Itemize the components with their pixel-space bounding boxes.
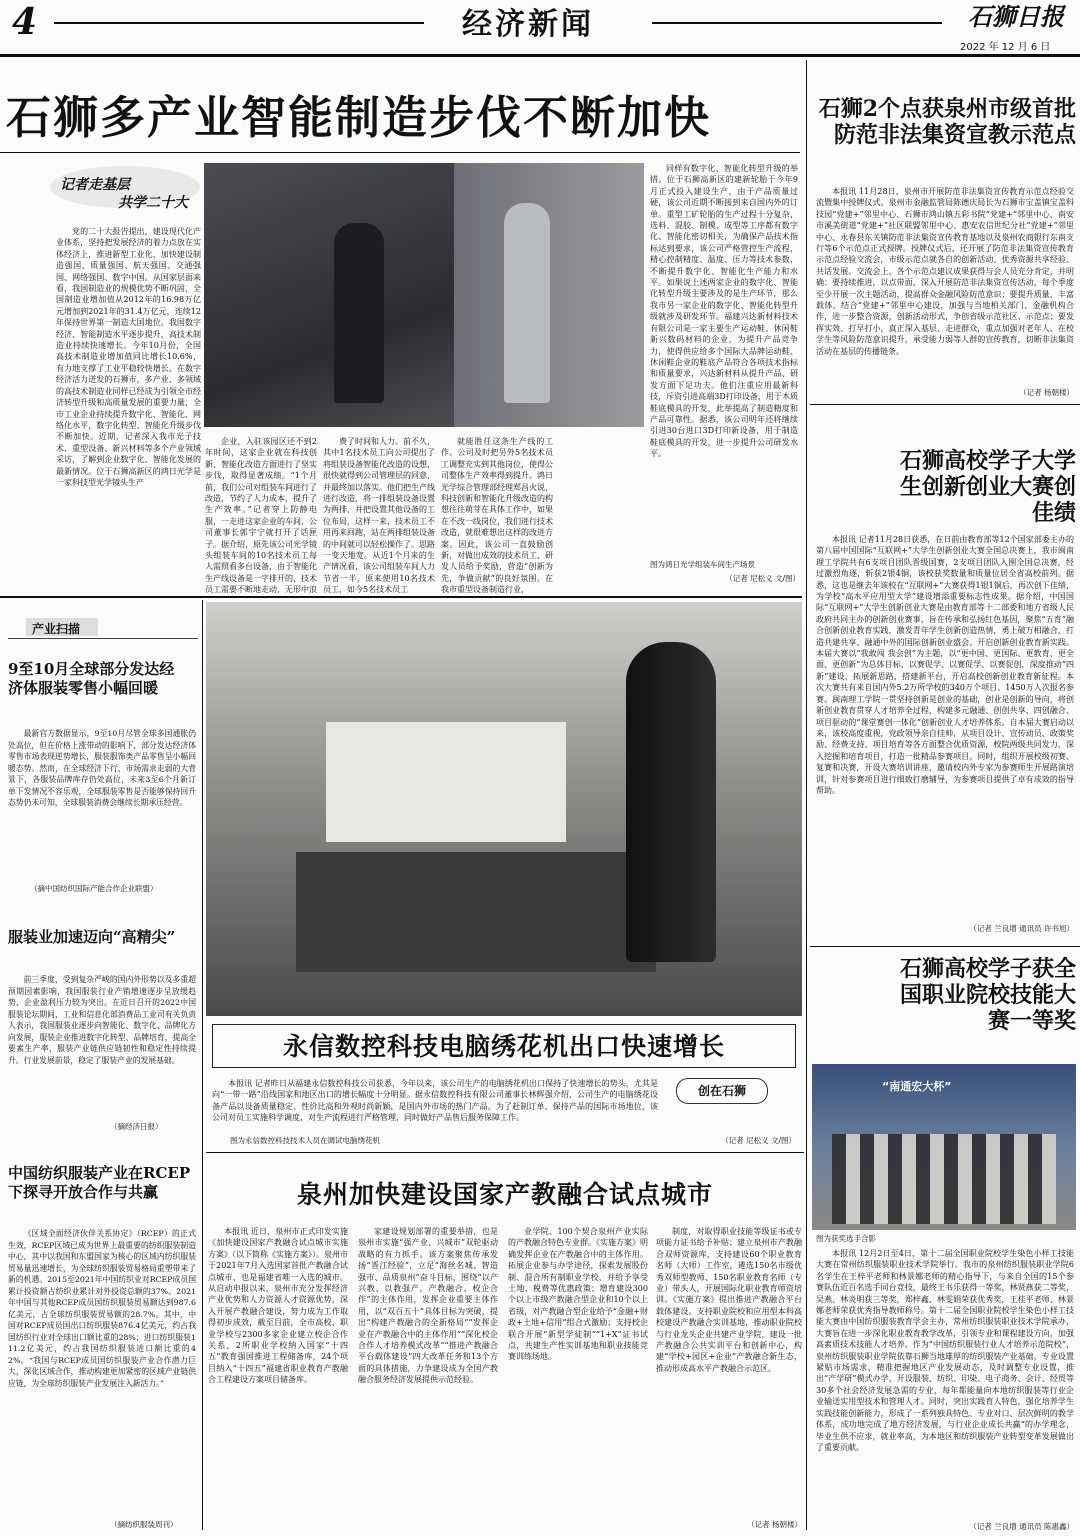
issue-date: 2022 年 12 月 6 日	[960, 42, 1051, 53]
bottom-body-c2: 家建设规划部署的重要举措，也是泉州市实施“强产业、兴城市”双轮驱动战略的有力抓手。该方案聚焦传承发扬“晋江经验”，立足“海丝名城、智造强市、品质泉州”奋斗目标，围绕“以产兴教、以教强产，产教融合、校企合作”的主体作用，发挥企业重要主体作用，以“双百五十”具体目标为突破，提出“构建产教融合的全新格局”“发挥企业在产教融合中的主体作用”“深化校企合作人才培养模式改革”“推进产教融合平台载体建设”四大改革任务和13个方面的具体措施，力争建设成为全国产教融合服务经济发展提供示范经验。	[358, 1227, 498, 1385]
feature-body: 本报讯 记者昨日从福建永信数控科技公司获悉，今年以来，该公司生产的电脑绣花机出口保持了快速增长的势头，尤其是向“一带一路”沿线国家和地区出口的增长幅度十分明显。据永信数控科技有限公司董事长林辉强介绍，公司生产的电脑绣花设备产品以设备质量稳定、性价比高和外观时尚新颖，是国内外市场的热门产品。为了赶制订单、保持产品的国际市场地位，该公司对员工实施科学调度，对生产流程进行严格管理，同时做好产品售后服务保障工作。	[212, 1079, 658, 1123]
left-item3-source: （摘纺织服装周刊）	[110, 1520, 178, 1529]
bottom-body-c4: 制度，对取得职业技能等级证书或专项能力证书给予补贴；建立泉州市产教融合双师资源库，支持建设60个职业教育名师（大师）工作室，遴选150名市级优秀双师型教师、150名职业教育名师（专业）带头人，开展国际化职业教育师资培训。《实施方案》提出推进产教融合平台载体建设。支持职业院校和应用型本科高校建设产教融合实训基地，推动职业院校与行业龙头企业共建产业学院，建设一批产教融合公共实训平台和创新中心，构建“学校+园区+企业”产教融合新生态，推动形成高水平产教融合示范区。	[656, 1227, 802, 1373]
section-title: 经济新闻	[462, 7, 594, 42]
right-art2-byline: （记者 兰良增 通讯员 许书旭）	[969, 924, 1074, 933]
right-art1-body: 本报讯 11月28日，泉州市开展防范非法集资宣传教育示范点经验交流暨集中授牌仪式。泉州市金融监管局陈德庆局长为石狮市宝盖镇宝盖科技园“党建+”邻里中心、石狮市鸿山镇五彩书院“党建+”邻里中心、南安市溪美街道“党建+”社区联盟邻里中心、惠安农信世纪分社“党建+”邻里中心、永春县东关镇防范非法集资宣传教育基地以及泉州农商银行东南支行等6个示范点正式授牌。授牌仪式后，还开展了防范非法集资宣传教育示范点经验交流会，市级示范点就各自的创新活动、优秀资源共享经验、共话发展。交流会上，各个示范点建议成果获得与会人员充分肯定，并明确：要持续推进，以点带面，深入开展防范非法集资宣传活动，每个季度至少开展一次主题活动，提高群众金融风险防范意识；要提升质量、丰富载体，结合“党建+”邻里中心建设，加强与当地相关部门、金融机构合作，进一步整合资源，创新活动形式，争创省级示范社区、示范点；要发挥实效、打早打小，真正深入基层、走进群众，重点加强对老年人、在校学生等风险防范意识提升，承受能力弱等人群的宣传教育，切断非法集资活动在基层的传播链条。	[816, 187, 1074, 356]
left-item1-headline: 9至10月全球部分发达经济体服装零售小幅回暖	[8, 660, 175, 697]
lead-body-col3: 费了时间和人力。前不久，其中1名技术员工向公司提出了将组装设备智能化改造的设想，很快就得到公司管理层的同意，并最终加以落实。他们把生产线进行改造，将一排组装设备设置为两排，并把设置其他设备的工位布局，这样一来，技术员工不用再来回跑，站在两排组装设备的中间就可以轻松操作了。思路一变天地宽。从近1个月来的生产情况看，该公司组装车间人力节省一半，原来使用10名技术员工，如今5名技术员工	[323, 437, 435, 595]
feature-headline: 永信数控科技电脑绣花机出口快速增长	[212, 1024, 796, 1068]
lead-body-col1: 党的二十大报告提出，建设现代化产业体系，坚持把发展经济的着力点放在实体经济上，推进新型工业化，加快建设制造强国、质量强国、航天强国、交通强国、网络强国、数字中国。从国家层面来看，我国制造业的规模优势不断巩固，全国制造业增加值从2012年的16.98万亿元增加到2021年的31.4万亿元，连续12年保持世界第一制造大国地位。我国数字经济、智能制造水平逐步提升，高技术制造业持续快速增长。今年10月份，全国高技术制造业增加值同比增长10.6%，有力地支撑了工业平稳较快增长。在数字经济活力迸发的石狮市，多产业、多领域的高技术制造业同样已经成为引领全市经济转型升级和高质量发展的重要力量，全市工业企业持续提升数字化、智能化、网络化水平，数字化转型、智能化升级步伐不断加快。近期，记者深入我市光子技术、重型设备、新兴材料等多个产业领域采访，了解到企业数字化、智能化发展的最新情况。位于石狮高新区的鸿日光学是一家科技型光学镜头生产	[56, 227, 201, 487]
badge-line-1: 记者走基层	[60, 177, 130, 193]
right-art3-byline: （记者 兰良增 通讯员 陈惠鑫）	[969, 1522, 1074, 1531]
bottom-headline: 泉州加快建设国家产教融合试点城市	[296, 1180, 713, 1209]
award-photo-banner: “南通宏大杯”	[882, 1080, 952, 1093]
lead-body-col2: 企业，入驻该园区还不到2年时间，这家企业就在科技创新、智能化改造方面进行了坚实步伐，取得显著成绩。“1个月前，我们公司对组装车间进行了改造，节约了人力成本，提升了生产效率。”记者穿上防静电服，一走进这家企业的车间，公司董事长郭宇宁就打开了话匣子。据介绍，原先该公司光学镜头组装车间的10名技术员工每人需照看多台设备，由于智能化生产线设备是一字排开的，技术员工需要不断地走动，无形中浪	[205, 437, 317, 595]
bottom-body-c3: 业学院、100个契合泉州产业实际的产教融合特色专业群。《实施方案》明确发挥企业在产教融合中的主体作用。拓展企业参与办学途径，探索发展股份制、混合所有制职业学校，并给予享受土地、税费等优惠政策；增育建设300个以上市级产教融合型企业和10个以上省级，对产教融合型企业给予“金融+财政+土地+信用”组合式激励；支持校企联合开展“新型学徒制”“1+X”证书试点，共建生产性实训基地和职业技能竞赛训练场地。	[508, 1227, 648, 1362]
left-item1-body: 最新官方数据显示，9至10月尽管全球多国通胀仍处高位，但在价格上涨带动的影响下，部分发达经济体零售市场表现逆势增长，服装服饰类产品零售呈小幅回暖态势。然而，在全球经济下行、市场需求走弱的大背景下，各服装品牌库存仍处高位，未来3至6个月新订单下发情况不容乐观，全球服装零售是否能够保持回升态势仍未可知，全球服装消费会继续长期承压经营。	[8, 729, 196, 807]
badge-line-2: 共学二十大	[118, 195, 188, 211]
left-item2-headline: 服装业加速迈向“高精尖”	[8, 928, 176, 946]
right-art2-headline: 石狮高校学子大学生创新创业大赛创佳绩	[899, 448, 1076, 526]
lead-photo-caption: 图为鸿日光学组装车间生产场景	[650, 560, 755, 569]
right-art1-byline: （记者 杨朝楼）	[1019, 388, 1074, 397]
feature-badge: 创在石狮	[676, 1078, 768, 1104]
bottom-body-c1: 本报讯 近日，泉州市正式印发实施《加快建设国家产教融合试点城市实施方案》（以下简称《实施方案》）。泉州市于2021年7月入选国家首批产教融合试点城市，也是福建省唯一入选的城市。从启动申报以来，泉州市充分发挥经济产业优势和人力资源人才资源优势，深入开展产教融合建设，努力成为工作取得初步成效，截至目前，全市高校、职业学校与2300多家企业建立校企合作关系，2所职业学校纳入国家“十四五”教育强国推进工程储备库，24个项目纳入“十四五”福建省职业教育产教融合工程建设方案项目储备库。	[208, 1227, 348, 1385]
award-photo-caption: 图为获奖选手合影	[816, 1234, 876, 1243]
lead-body-col5: 同样有数字化、智能化转型升级的举措。位于石狮高新区的建新轮胎于今年9月正式投入建设生产，由于产品质量过硬，该公司近期不断接到来自国内外的订单。重型工矿轮胎的生产过程十分复杂，选料、混胶、制模、成型等工序都有数字化、智能化密切相关，为确保产品技术指标达到要求，该公司严格管控生产流程，精心控制精度、温度、压力等技术参数，不断提升数字化、智能化生产能力和水平。如果说上述两家企业的数字化、智能化转型升级主要涉及的是生产环节，那么我市另一家企业的数字化、智能化转型升级就涉及研发环节。福建兴达新材料技术有限公司是一家主要生产运动鞋、休闲鞋新兴数码材料的企业，为提升产品竞争力，使得供应给多个国际大品牌运动鞋、休闲鞋企业的鞋底产品符合各项技术指标和质量要求，兴达新材料从提升产品、研发方面下足功夫。他们注重应用最新科技，斥资引进高端3D打印设备，用于木质鞋底模具的开发，此举提高了制造精度和产品可靠性。据悉，该公司明年还将继续引进30台进口3D打印新设备，用于制造鞋底模具的开发，进一步提升公司研发水平。	[650, 164, 798, 459]
industry-scan-badge: 产业扫描	[8, 616, 198, 639]
lead-body-col4: 就能胜任这条生产线的工作。公司及时把另外5名技术员工调整充实到其他岗位，使得公司整体生产效率得到提升。鸿日光学综合管理部经理郑昌火说，科技创新和智能化升级改造的构想往往萌芽在具体工作中，如果在不改一线岗位，我们进行技术改造，就很难想出这样的改进方案。因此，该公司一直鼓励创新，对做出成效的技术员工、研发人员给予奖励，营造“创新为先，争做贡献”的良好氛围。在我市重型设备制造行业，	[441, 437, 553, 595]
right-art3-body: 本报讯 12月2日至4日，第十二届全国职业院校学生染色小样工技能大赛在常州纺织服装职业技术学院举行。我市的泉州纺织服装职业学院6名学生在王梓平老师和林景娜老师的精心指导下，与来自全国的15个参赛队伍近百名选手同台竞技，最终王书乐获得一等奖，林贤燕获二等奖，吴燕、林炎明获三等奖，郑梓鑫、林雯娟荣获优秀奖，王桂平老师、林景娜老师荣获优秀指导教师称号。第十二届全国职业院校学生染色小样工技能大赛由中国纺织服装教育学会主办，常州纺织服装职业技术学院承办，大赛旨在进一步深化职业教育教学改革，引领专业和课程建设方向，加强高素质技术技能人才培养。作为“中国纺织服装行业人才培养示范院校”，泉州纺织服装职业学院依靠石狮当地雄厚的纺织服装产业基础，专业设置紧贴市场需求，精准把握地区产业发展动态，及时调整专业设置，推出“产学研”模式办学，开设服装、纺织、印染、电子商务、会计、经贸等30多个社会经济发展急需的专业，每年都能量向本地纺织服装等行业企业输送实用型技术和管理人才。同时，突出实践育人特色，强化培养学生实践技能创新能力，形成了一系列独具特色、专业对口、层次鲜明的教学体系，成功地完成了地方经济发展，与行业企业成长共赢“的办学理念，毕业生供不应求，就业率高，为本地区和纺织服装产业转型变革发展做出了重要贡献。	[816, 1249, 1074, 1452]
right-art1-headline: 石狮2个点获泉州市级首批防范非法集资宣教示范点	[818, 96, 1076, 148]
left-item2-source: （摘经济日报）	[110, 1122, 163, 1131]
left-item3-headline: 中国纺织服装产业在RCEP下探寻开放合作与共赢	[8, 1164, 191, 1201]
bottom-byline: （记者 杨朝楼）	[747, 1520, 802, 1529]
page-number: 4	[12, 1, 38, 43]
right-art3-headline: 石狮高校学子获全国职业院校技能大赛一等奖	[900, 956, 1077, 1034]
award-photo	[812, 1064, 1076, 1230]
paper-name: 石狮日报	[968, 2, 1064, 31]
lead-photo	[204, 163, 644, 427]
column-badge	[50, 172, 202, 210]
feature-byline: （记者 尼松义 文/图）	[721, 1136, 796, 1145]
left-item3-body: 《区域全面经济伙伴关系协定》（RCEP）的正式生效，RCEP区域已成为世界上最重要的纺织服装制造中心，其中以我国和东盟国家为核心的区域内纺织服装贸易量迅速增长，为全球纺织服装贸易格局重塑带来了新的机遇。2015至2021年中国纺织业对RCEP成员国累计投资额占纺织业累计对外投资总额的37%。2021年中国与其他RCEP成员国纺织服装贸易额达到987.6亿美元，占全球纺织服装贸易额的28.7%。其中，中国对RCEP成员国出口纺织服装876.4亿美元，约占我国纺织行业对全球出口额比重的28%；进口纺织服装111.2亿美元，约占我国纺织服装进口额比重的42%。“我国与RCEP成员国纺织服装产业合作潜力巨大，深化区域合作，推动构建更加紧密的区域产业链供应链，为全球纺织服装产业发展注入新活力。”	[8, 1229, 196, 1388]
left-item1-source: （摘中国纺织国际产能合作企业联盟）	[30, 884, 158, 893]
feature-photo-caption: 图为永信数控科技技术人员在调试电脑绣花机	[230, 1136, 380, 1145]
lead-byline: （记者 尼松义 文/图）	[725, 574, 800, 583]
lead-headline: 石狮多产业智能制造步伐不断加快	[6, 91, 712, 144]
feature-photo	[206, 602, 802, 1016]
left-item2-body: 前三季度，受到复杂严峻的国内外形势以及多重超预期因素影响，我国服装行业产销增速逐步呈放缓趋势，企业盈利压力较为突出。在近日召开的2022中国服装论坛期间，工业和信息化部消费品工业司有关负责人表示，我国服装业逐步向智能化、数字化、品牌化方向发展，服装企业推进数字化转型、品牌培育，提高全要素生产率，服装产业链供应链韧性和稳定性持续提升。行业发展前景，稳定了服装产业的发展基础。	[8, 975, 196, 1065]
right-art2-body: 本报讯 记者11月28日获悉，在日前由教育部等12个国家部委主办的第八届中国国际“互联网+”大学生创新创业大赛全国总决赛上，我市闽南理工学院共有6支项目团队晋级国赛，2支项目团队入围全国总决赛，经过激烈角逐，斩获2银4铜，该校获奖数量和质量位居全省高校前列。据悉，这也是继去年该校在“互联网+”大赛获得1银1铜后，再次创下佳绩，为学校“高水平应用型大学”建设增添重要标志性成果。据介绍，中国国际“互联网+”大学生创新创业大赛是由教育部等十二部委和地方省级人民政府共同主办的创新创业赛事，旨在传承和弘扬红色基因，聚焦“五育”融合创新创业教育实践，激发青年学生创新创造热情，勇上破万相融合，打造共建共享、融通中外的国际创新创业盛会。开启创新创业教育新实践。本届大赛以“我敢闯 我会创”为主题，以“更中国、更国际、更教育、更全面、更创新”为总体目标，以赛促学、以赛促学、以赛促创，深度推动“四新”建设，拓展新思路，搭建新平台，开启高校创新创业教育新征程。本次大赛共有来自国内外5.2万所学校的340万个项目、1450万人次报名参赛。闽南理工学院一贯坚持创新是创业的基础，创业是创新的导向，将创新创业教育贯穿人才培养全过程，构建多元融通、创创共享、四创融合、项目驱动的“课堂赛创一体化”创新创业人才培养体系。自本届大赛启动以来，该校高度重视，党政领导亲自挂帅，从项目设计、宣传动员、政策奖励、经费支持、项目培育等各方面整合优质资源，校院两级共同发力，深入挖掘和培育项目，打造一批精品参赛项目。同时，组织开展校级初赛、复赛和决赛，开设大赛培训讲座，邀请校内外专家为参赛师生开展路演培训，针对参赛项目进行细致打磨辅导，为参赛项目提供了卓有成效的指导帮助。	[816, 535, 1074, 795]
